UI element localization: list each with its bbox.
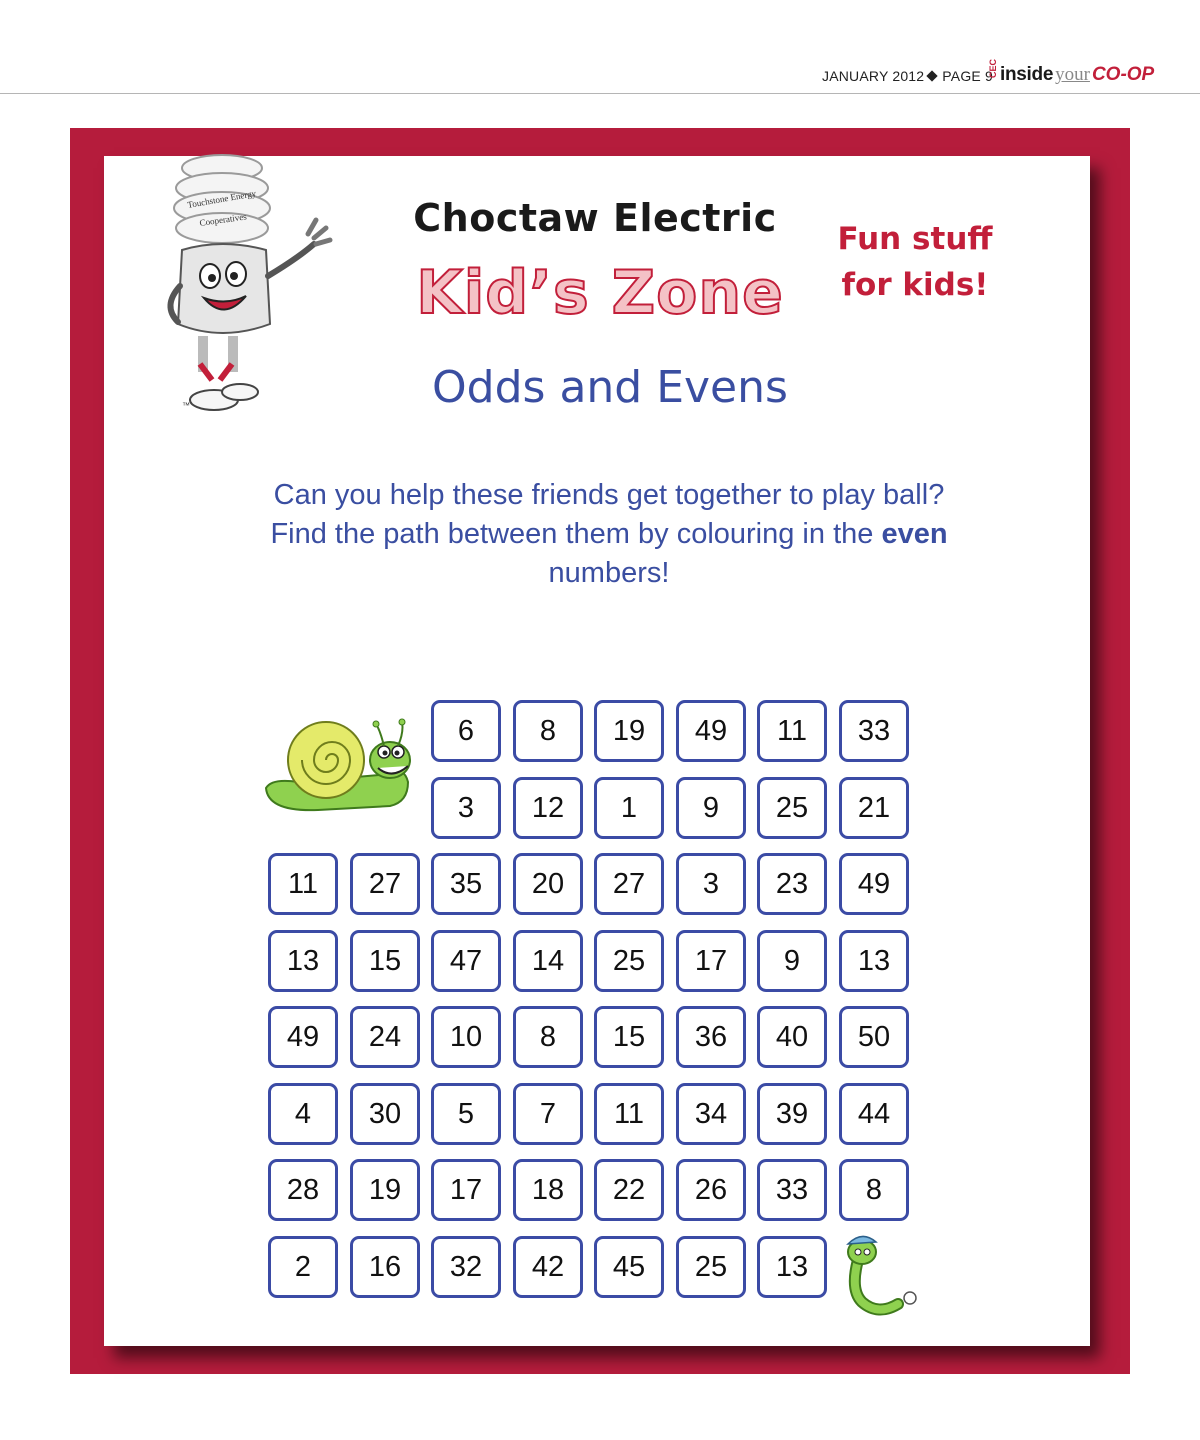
grid-cell[interactable]: 23 (757, 853, 827, 915)
grid-cell[interactable]: 13 (268, 930, 338, 992)
grid-cell[interactable]: 35 (431, 853, 501, 915)
grid-cell[interactable]: 49 (839, 853, 909, 915)
brand-your: your (1055, 64, 1090, 85)
diamond-icon (927, 70, 938, 81)
grid-cell[interactable]: 17 (431, 1159, 501, 1221)
grid-cell[interactable]: 49 (676, 700, 746, 762)
grid-cell[interactable]: 25 (676, 1236, 746, 1298)
grid-cell[interactable]: 15 (350, 930, 420, 992)
grid-cell[interactable]: 24 (350, 1006, 420, 1068)
grid-cell[interactable]: 17 (676, 930, 746, 992)
grid-cell[interactable]: 49 (268, 1006, 338, 1068)
grid-cell[interactable]: 8 (513, 700, 583, 762)
lightbulb-mascot-icon (148, 146, 348, 418)
grid-cell[interactable]: 9 (757, 930, 827, 992)
grid-cell[interactable]: 13 (757, 1236, 827, 1298)
grid-cell[interactable]: 26 (676, 1159, 746, 1221)
grid-cell[interactable]: 40 (757, 1006, 827, 1068)
grid-cell[interactable]: 1 (594, 777, 664, 839)
grid-cell[interactable]: 12 (513, 777, 583, 839)
grid-cell[interactable]: 11 (268, 853, 338, 915)
grid-cell[interactable]: 11 (757, 700, 827, 762)
grid-cell[interactable]: 8 (513, 1006, 583, 1068)
grid-cell[interactable]: 21 (839, 777, 909, 839)
grid-cell[interactable]: 4 (268, 1083, 338, 1145)
grid-cell[interactable]: 13 (839, 930, 909, 992)
header-divider (0, 93, 1200, 94)
grid-cell[interactable]: 28 (268, 1159, 338, 1221)
grid-cell[interactable]: 50 (839, 1006, 909, 1068)
grid-cell[interactable]: 30 (350, 1083, 420, 1145)
instructions-part-2: numbers! (548, 557, 670, 589)
snail-icon (258, 716, 426, 816)
kids-zone-title: Kid’s Zone (416, 258, 784, 328)
grid-cell[interactable]: 34 (676, 1083, 746, 1145)
grid-cell[interactable]: 18 (513, 1159, 583, 1221)
grid-cell[interactable]: 36 (676, 1006, 746, 1068)
grid-cell[interactable]: 16 (350, 1236, 420, 1298)
coop-title: Choctaw Electric (413, 196, 777, 240)
trademark-mark: ™ (182, 401, 190, 410)
grid-cell[interactable]: 7 (513, 1083, 583, 1145)
puzzle-instructions (254, 476, 964, 593)
fun-line-2: for kids! (841, 267, 989, 303)
brand-cec: CEC (988, 58, 998, 78)
grid-cell[interactable]: 44 (839, 1083, 909, 1145)
worm-icon (842, 1230, 932, 1320)
publication-logo (988, 58, 1155, 86)
brand-inside: inside (1000, 64, 1054, 85)
grid-cell[interactable]: 8 (839, 1159, 909, 1221)
brand-coop: CO-OP (1091, 64, 1155, 85)
fun-line-1: Fun stuff (837, 221, 993, 257)
bulb-text-2: Cooperatives (198, 211, 248, 228)
instructions-part-1: Can you help these friends get together to play ball? Find the path between them by colouring in the (270, 479, 945, 550)
grid-cell[interactable]: 32 (431, 1236, 501, 1298)
puzzle-title: Odds and Evens (432, 362, 788, 413)
grid-cell[interactable]: 45 (594, 1236, 664, 1298)
grid-cell[interactable]: 2 (268, 1236, 338, 1298)
grid-cell[interactable]: 27 (350, 853, 420, 915)
grid-cell[interactable]: 10 (431, 1006, 501, 1068)
grid-cell[interactable]: 19 (594, 700, 664, 762)
fun-stuff-tagline (830, 216, 1000, 308)
issue-info (822, 68, 993, 84)
grid-cell[interactable]: 25 (757, 777, 827, 839)
grid-cell[interactable]: 20 (513, 853, 583, 915)
grid-cell[interactable]: 11 (594, 1083, 664, 1145)
grid-cell[interactable]: 19 (350, 1159, 420, 1221)
issue-date: JANUARY 2012 (822, 68, 925, 84)
grid-cell[interactable]: 39 (757, 1083, 827, 1145)
bulb-text-1: Touchstone Energy (186, 188, 257, 210)
grid-cell[interactable]: 14 (513, 930, 583, 992)
grid-cell[interactable]: 3 (431, 777, 501, 839)
grid-cell[interactable]: 47 (431, 930, 501, 992)
grid-cell[interactable]: 25 (594, 930, 664, 992)
grid-cell[interactable]: 15 (594, 1006, 664, 1068)
grid-cell[interactable]: 33 (839, 700, 909, 762)
page-number: PAGE 9 (942, 68, 994, 84)
grid-cell[interactable]: 6 (431, 700, 501, 762)
instructions-emphasis: even (881, 518, 948, 550)
grid-cell[interactable]: 22 (594, 1159, 664, 1221)
grid-cell[interactable]: 33 (757, 1159, 827, 1221)
grid-cell[interactable]: 27 (594, 853, 664, 915)
grid-cell[interactable]: 3 (676, 853, 746, 915)
grid-cell[interactable]: 5 (431, 1083, 501, 1145)
grid-cell[interactable]: 9 (676, 777, 746, 839)
grid-cell[interactable]: 42 (513, 1236, 583, 1298)
